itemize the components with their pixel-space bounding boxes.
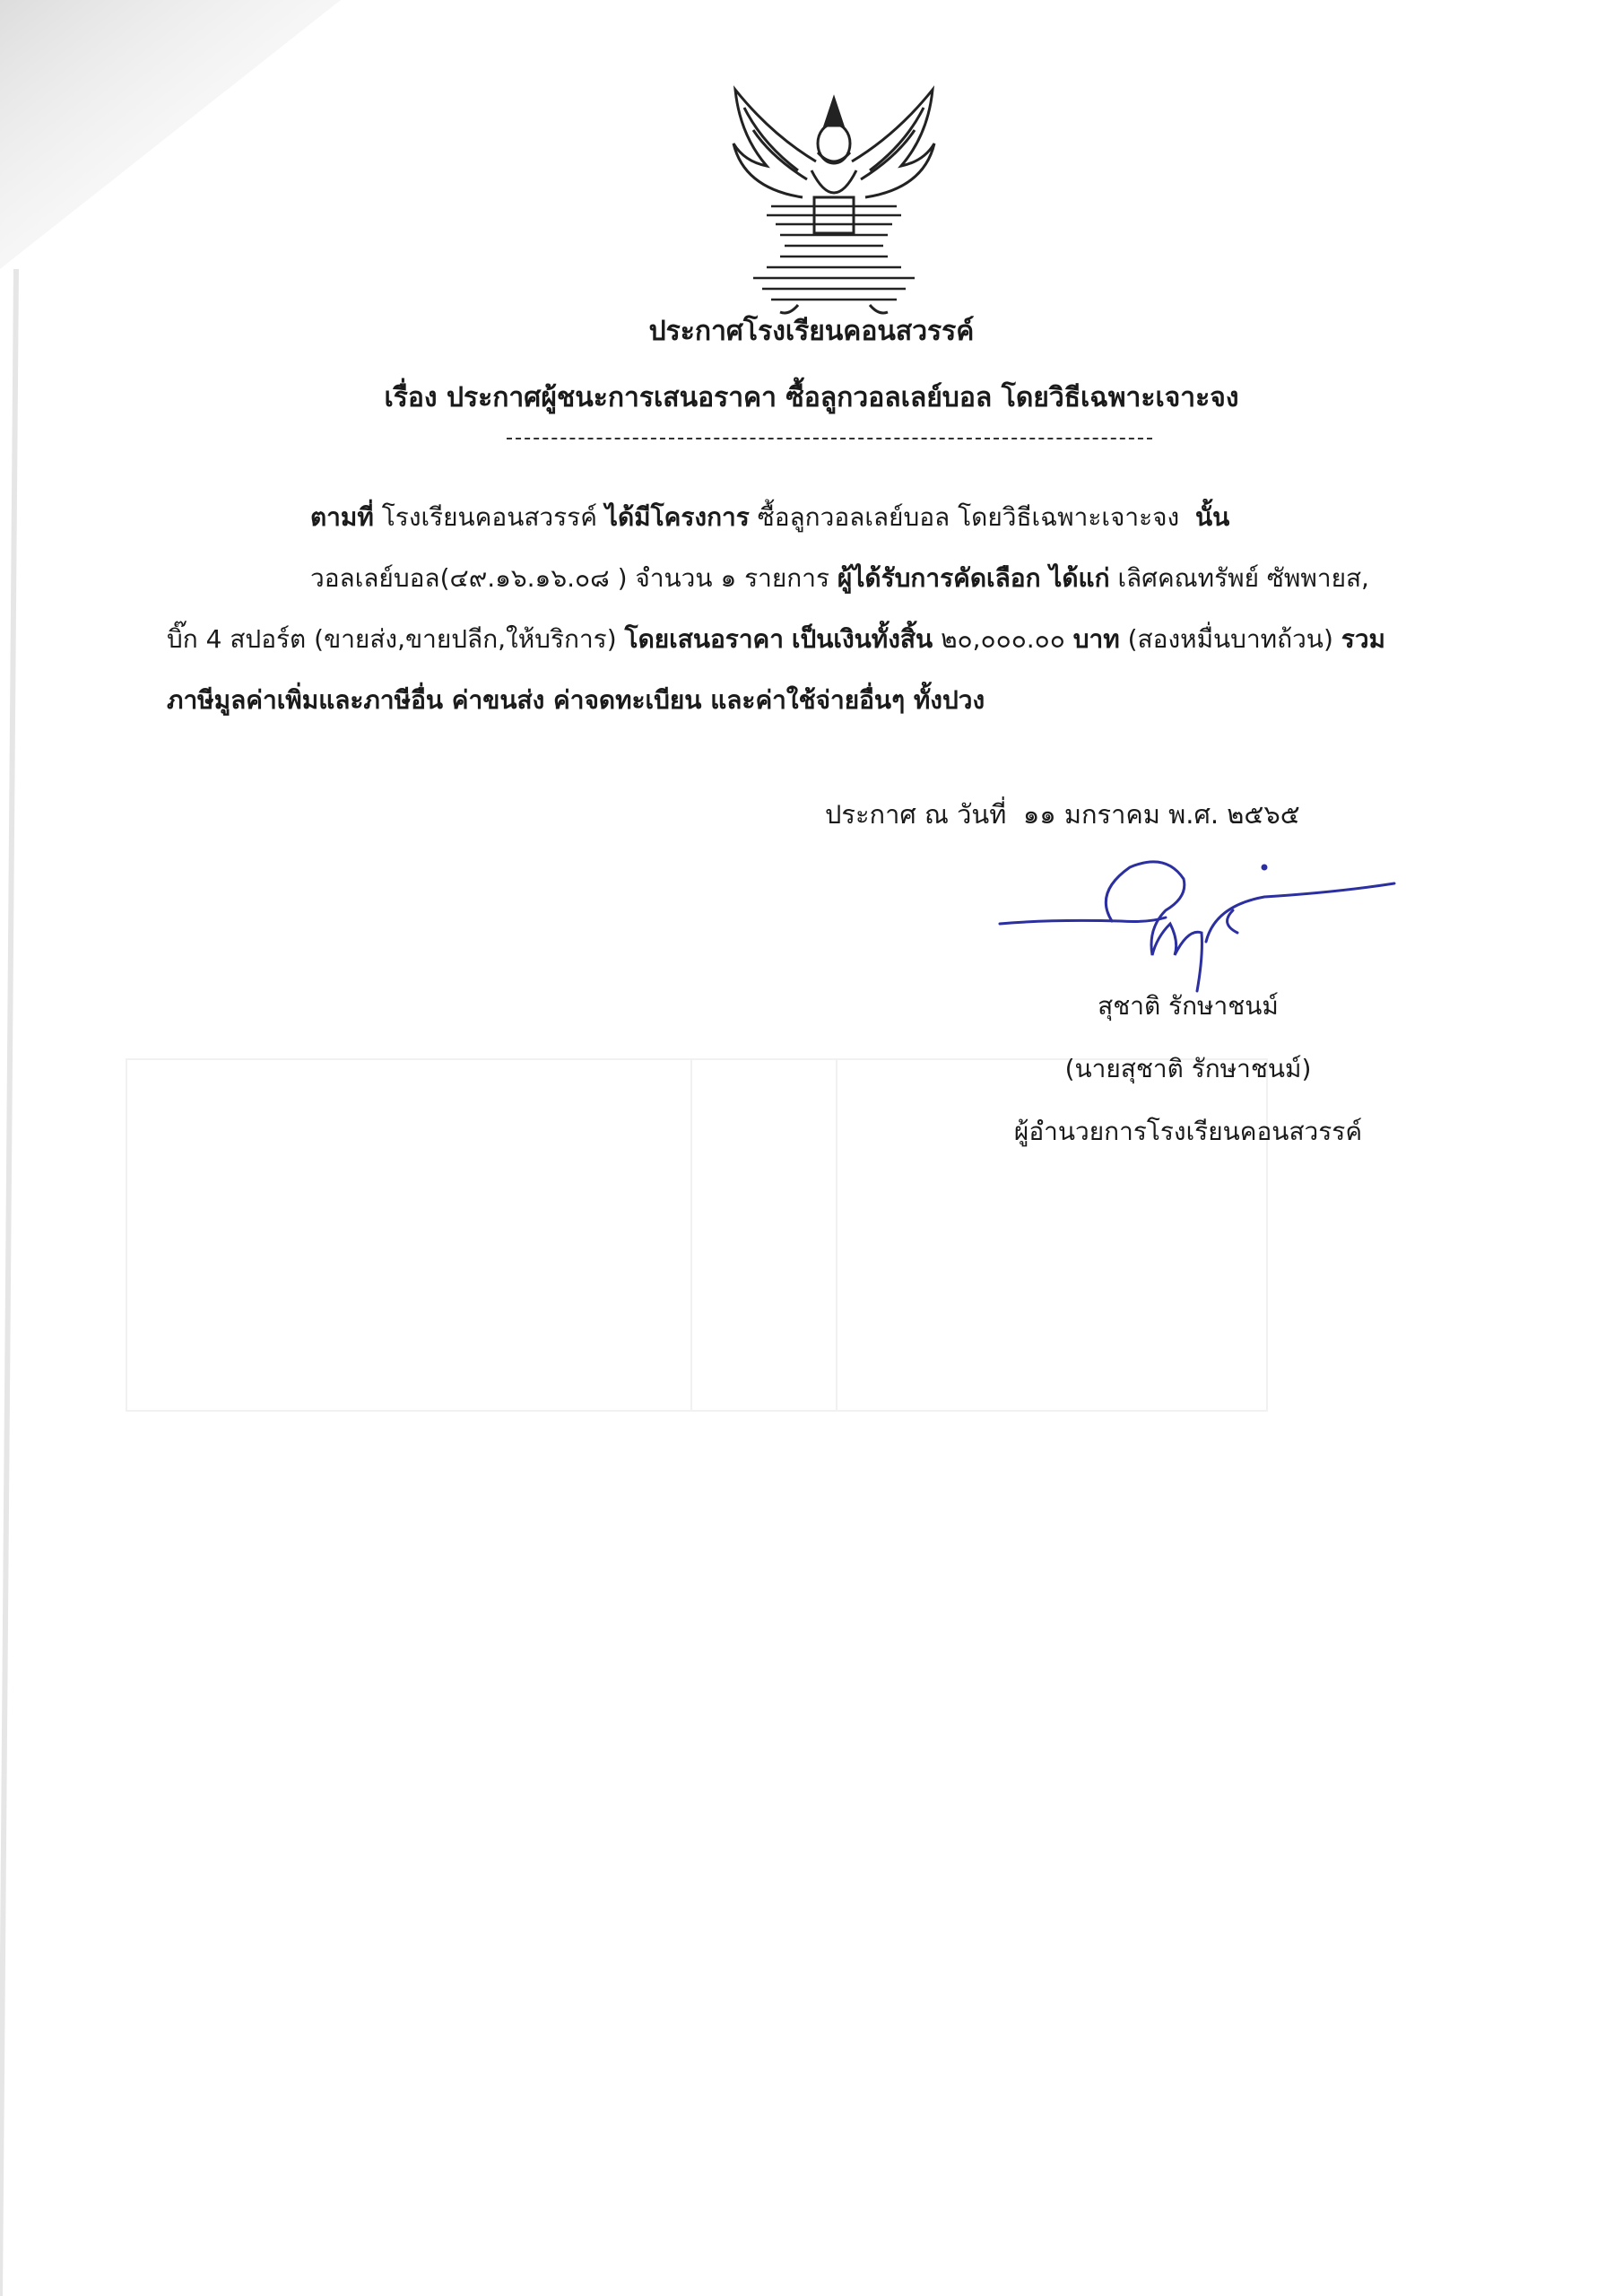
body-line-1 (167, 487, 1494, 548)
body-winner-label: ผู้ได้รับการคัดเลือก ได้แก่ (837, 563, 1110, 593)
body-line-2 (167, 548, 1494, 609)
signatory-position: ผู้อำนวยการโรงเรียนคอนสวรรค์ (1013, 1117, 1363, 1146)
signatory-full-name: (นายสุชาติ รักษาชนม์) (1064, 1054, 1312, 1083)
body-total-label: เป็นเงินทั้งสิ้น (791, 624, 933, 654)
body-vat-text: ภาษีมูลค่าเพิ่มและภาษีอื่น ค่าขนส่ง ค่าจดทะเบียน และค่าใช้จ่ายอื่นๆ ทั้งปวง (167, 685, 985, 715)
body-currency: บาท (1072, 624, 1120, 654)
date-value: ๑๑ มกราคม พ.ศ. ๒๕๖๕ (1022, 799, 1300, 830)
body-vendor-detail: บิ๊ก 4 สปอร์ต (ขายส่ง,ขายปลีก,ให้บริการ) (167, 624, 617, 654)
body-line1-end: นั้น (1195, 502, 1230, 532)
body-line-4 (167, 670, 1494, 731)
announcement-body (167, 487, 1494, 731)
announcement-subject (0, 382, 1623, 414)
body-school: โรงเรียนคอนสวรรค์ (381, 502, 597, 532)
signatory-name: สุชาติ รักษาชนม์ (1098, 991, 1279, 1021)
subject-label: เรื่อง ประกาศผู้ชนะการเสนอราคา (384, 382, 777, 413)
title-divider (507, 438, 1152, 439)
date-label: ประกาศ ณ วันที่ (825, 799, 1007, 830)
body-offer-label: โดยเสนอราคา (624, 624, 785, 654)
body-line-3 (167, 609, 1494, 670)
body-item: วอลเลย์บอล(๔๙.๑๖.๑๖.๐๘ ) จำนวน ๑ รายการ (310, 563, 830, 593)
bleed-through-column (690, 1058, 838, 1412)
body-lead: ตามที่ (310, 502, 374, 532)
body-include-label: รวม (1341, 624, 1385, 654)
body-amount: ๒๐,๐๐๐.๐๐ (941, 624, 1065, 654)
body-amount-words: (สองหมื่นบาทถ้วน) (1127, 624, 1333, 654)
subject-text: ซื้อลูกวอลเลย์บอล โดยวิธีเฉพาะเจาะจง (785, 382, 1239, 413)
body-winner: เลิศคณทรัพย์ ซัพพายส, (1117, 563, 1369, 593)
body-project: ซื้อลูกวอลเลย์บอล โดยวิธีเฉพาะเจาะจง (757, 502, 1180, 532)
announcement-title: ประกาศโรงเรียนคอนสวรรค์ (648, 316, 975, 347)
announcement-date (825, 794, 1300, 835)
body-project-label: ได้มีโครงการ (604, 502, 750, 532)
garuda-emblem-icon (717, 81, 950, 323)
